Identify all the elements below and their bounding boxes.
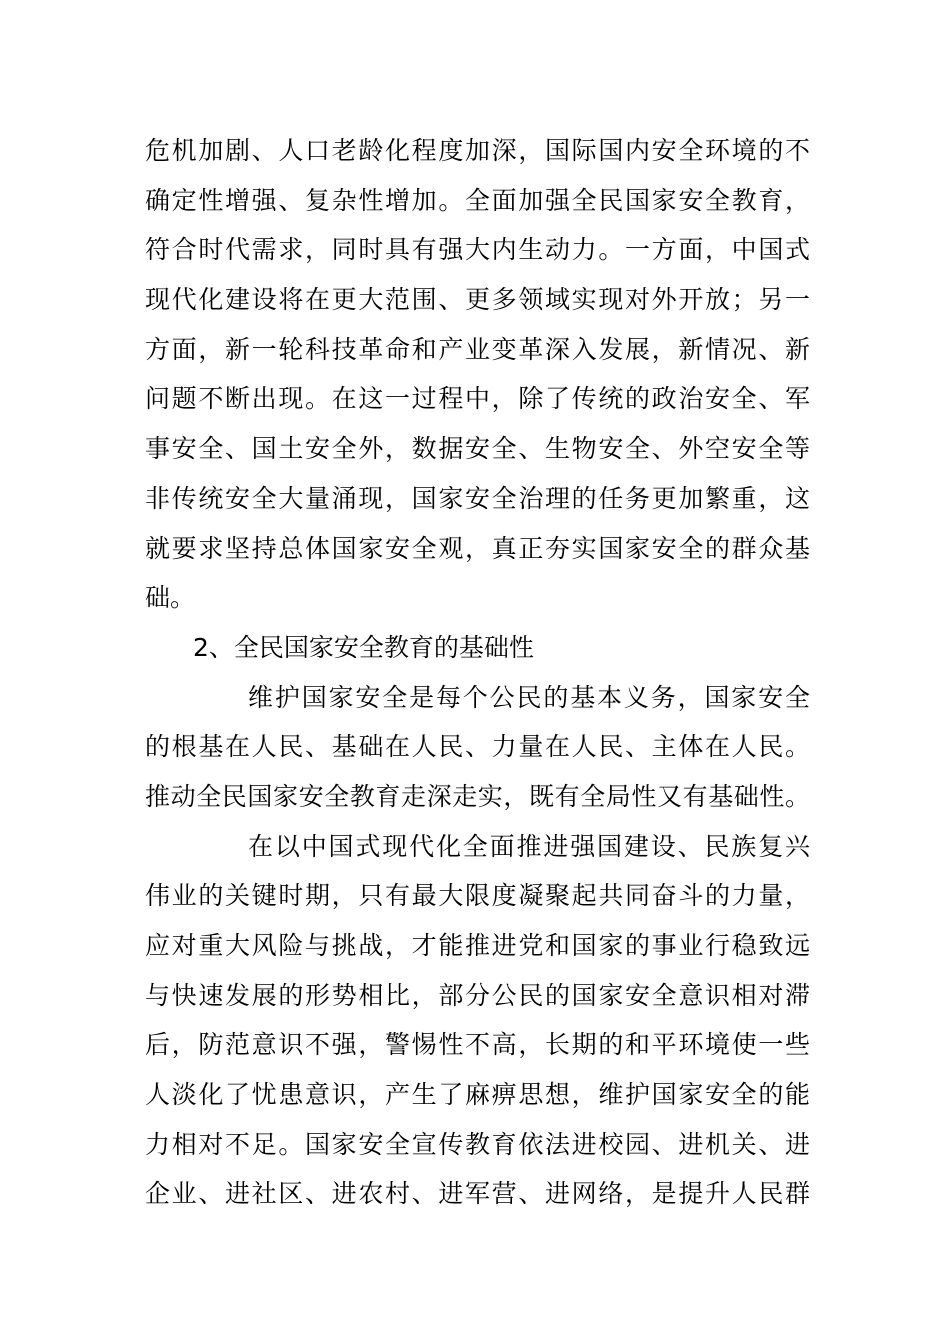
document-body (145, 126, 810, 1219)
paragraph-line: 危机加剧、人口老龄化程度加深，国际国内安全环境的不 (145, 136, 810, 165)
paragraph-line: 力相对不足。国家安全宣传教育依法进校园、进机关、进 (145, 1129, 810, 1159)
paragraph-line: 与快速发展的形势相比，部分公民的国家安全意识相对滞 (145, 980, 810, 1010)
paragraph-line: 企业、进社区、进农村、进军营、进网络，是提升人民群 (145, 1179, 810, 1209)
paragraph-line: 非传统安全大量涌现，国家安全治理的任务更加繁重，这 (145, 483, 810, 513)
paragraph-line: 确定性增强、复杂性增加。全面加强全民国家安全教育， (145, 185, 810, 215)
paragraph-line: 事安全、国土安全外，数据安全、生物安全、外空安全等 (145, 434, 810, 464)
paragraph-line-last: 础。 (145, 583, 196, 613)
paragraph-line: 的根基在人民、基础在人民、力量在人民、主体在人民。 (145, 732, 810, 762)
paragraph-line: 伟业的关键时期，只有最大限度凝聚起共同奋斗的力量， (145, 881, 810, 911)
paragraph-line: 方面，新一轮科技革命和产业变革深入发展，新情况、新 (145, 334, 810, 364)
paragraph-line: 人淡化了忧患意识，产生了麻痹思想，维护国家安全的能 (145, 1080, 810, 1110)
paragraph-line-indented: 维护国家安全是每个公民的基本义务，国家安全 (248, 682, 810, 712)
paragraph-line: 现代化建设将在更大范围、更多领域实现对外开放；另一 (145, 285, 810, 315)
paragraph-line: 符合时代需求，同时具有强大内生动力。一方面，中国式 (145, 235, 810, 265)
paragraph-line: 就要求坚持总体国家安全观，真正夯实国家安全的群众基 (145, 533, 810, 563)
section-heading: 2、全民国家安全教育的基础性 (193, 632, 534, 662)
paragraph-line-indented: 在以中国式现代化全面推进强国建设、民族复兴 (248, 831, 810, 861)
paragraph-line: 应对重大风险与挑战，才能推进党和国家的事业行稳致远 (145, 931, 810, 960)
paragraph-line: 问题不断出现。在这一过程中，除了传统的政治安全、军 (145, 384, 810, 414)
paragraph-line-last: 推动全民国家安全教育走深走实，既有全局性又有基础性。 (145, 781, 810, 811)
paragraph-line: 后，防范意识不强，警惕性不高，长期的和平环境使一些 (145, 1030, 810, 1060)
